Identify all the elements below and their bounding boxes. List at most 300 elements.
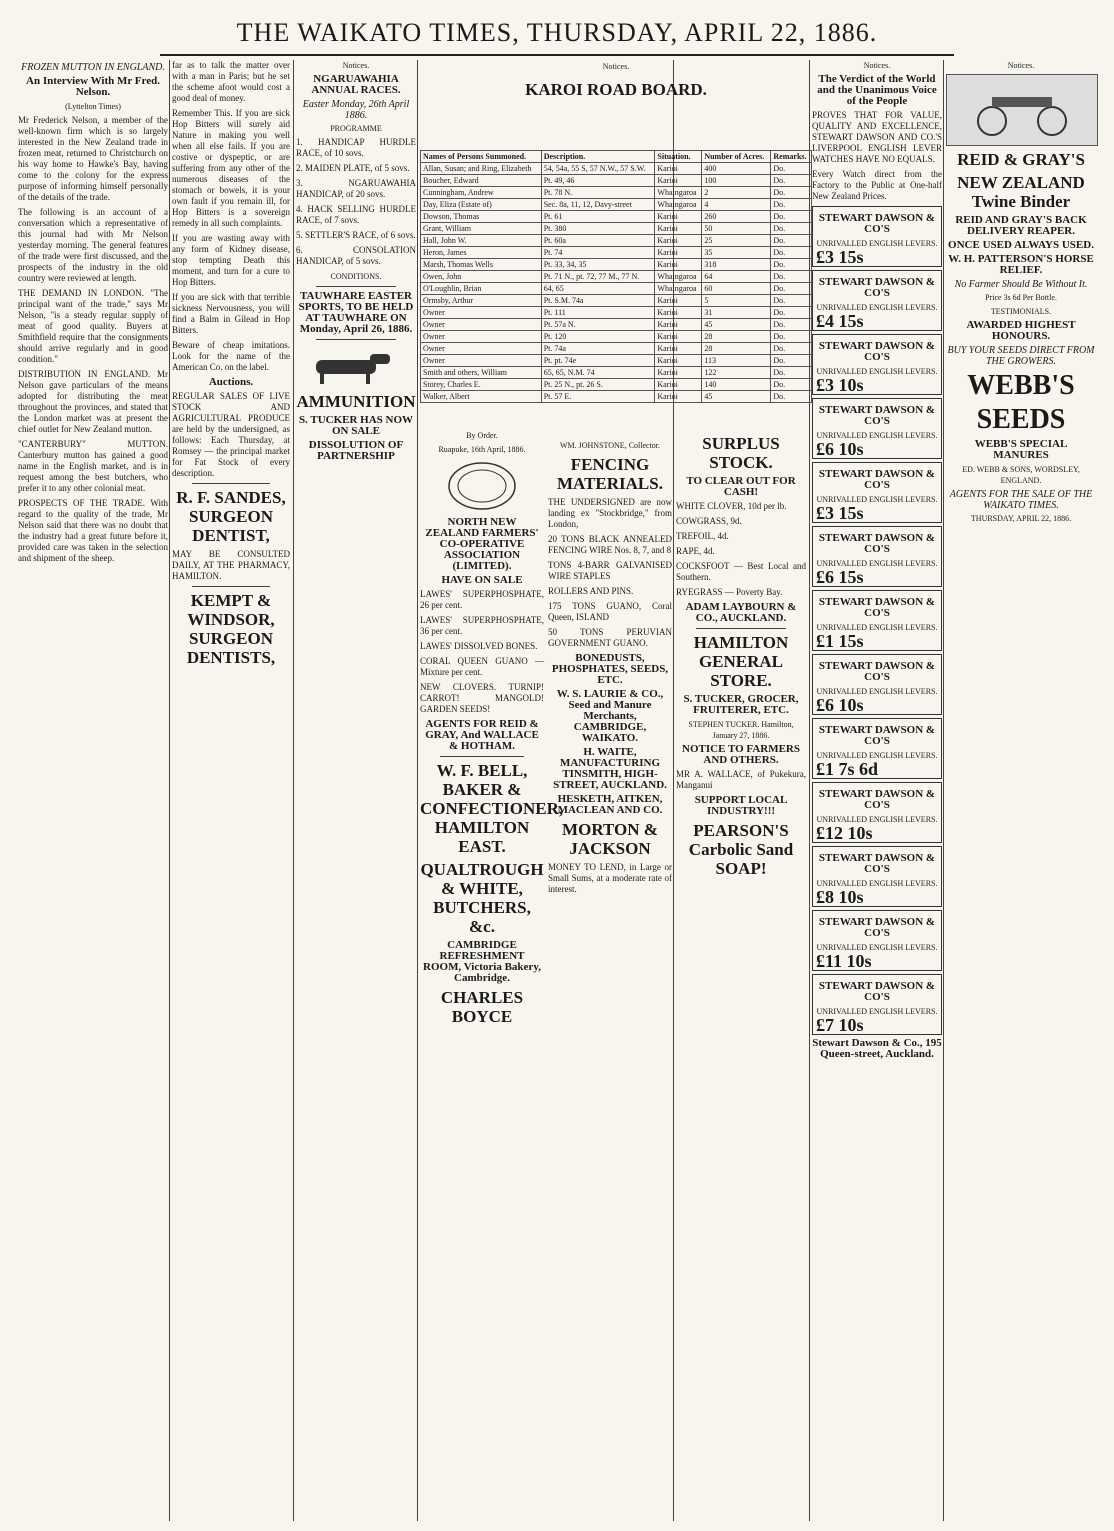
table-row (421, 331, 812, 343)
watch-listing (812, 398, 942, 459)
watch-desc: UNRIVALLED ENGLISH LEVERS. (816, 367, 938, 376)
table-cell: 100 (702, 175, 771, 187)
ad-subheading: Easter Monday, 26th April 1886. (302, 99, 410, 121)
watch-listing (812, 974, 942, 1035)
watch-desc: UNRIVALLED ENGLISH LEVERS. (816, 687, 938, 696)
table-cell: Karioi (655, 319, 702, 331)
ad-heading: NGARUAWAHIA ANNUAL RACES. (311, 73, 401, 96)
ad-heading: MORTON & JACKSON (562, 820, 658, 858)
watch-maker: STEWART DAWSON & CO'S (818, 916, 936, 939)
table-cell: Pt. 380 (541, 223, 655, 235)
watch-price: £6 10s (816, 439, 864, 459)
column-2 (172, 60, 290, 1521)
table-cell: Do. (771, 235, 812, 247)
table-cell: Karioi (655, 235, 702, 247)
table-row (421, 259, 812, 271)
ad-text: THE UNDERSIGNED are now landing ex "Stockbridge," from London, (548, 497, 672, 529)
ad-heading: W. H. PATTERSON'S HORSE RELIEF. (948, 253, 1094, 276)
table-cell: Do. (771, 223, 812, 235)
table-row (421, 247, 812, 259)
table-cell: Smith and others, William (421, 367, 542, 379)
table-row (421, 319, 812, 331)
table-cell: Do. (771, 271, 812, 283)
table-row (421, 391, 812, 403)
ad-heading: FENCING MATERIALS. (557, 455, 663, 493)
article-paragraph: Beware of cheap imitations. Look for the name of the American Co. on the label. (172, 340, 290, 372)
seed-item: COCKSFOOT — Best Local and Southern. (676, 561, 806, 582)
table-cell: Do. (771, 187, 812, 199)
article-subtitle: An Interview With Mr Fred. Nelson. (26, 75, 160, 98)
ad-heading: AGENTS FOR REID & GRAY, And WALLACE & HOTHAM. (425, 718, 539, 752)
column-7 (812, 60, 942, 1521)
ad-heading: AWARDED HIGHEST HONOURS. (966, 319, 1076, 342)
watch-listings (812, 206, 942, 1035)
table-cell: Pt. 49, 46 (541, 175, 655, 187)
ad-heading: TAUWHARE EASTER SPORTS, TO BE HELD AT TAUWHARE ON Monday, April 26, 1886. (298, 290, 414, 335)
watch-maker: STEWART DAWSON & CO'S (818, 724, 936, 747)
table-cell: Do. (771, 295, 812, 307)
table-cell: Walker, Albert (421, 391, 542, 403)
watch-price: £8 10s (816, 887, 864, 907)
section-heading: Notices. (1007, 61, 1035, 70)
article-paragraph: The following is an account of a conversation which a representative of this journal had with Mr Nelson yesterday morning. The general features of the trade were first discussed, and the prospects of the industry in the old country were reviewed at length. (18, 207, 168, 283)
table-cell: Do. (771, 211, 812, 223)
ad-subheading: HAVE ON SALE (441, 574, 523, 586)
table-cell: Karioi (655, 391, 702, 403)
table-row (421, 223, 812, 235)
ad-text: MAY BE CONSULTED DAILY, AT THE PHARMACY, HAMILTON. (172, 549, 290, 581)
ad-company: ED. WEBB & SONS, WORDSLEY, ENGLAND. (962, 465, 1080, 485)
divider (316, 339, 396, 340)
article-paragraph: THE DEMAND IN LONDON. "The principal want of the trade," says Mr Nelson, "is a steady regular supply of meat of good quality. Buyers at Smithfield require that the consignments should arrive regularly and in good condition." (18, 288, 168, 364)
product-item: TONS 4-BARR GALVANISED WIRE STAPLES (548, 560, 672, 581)
watch-listing (812, 654, 942, 715)
table-header: Situation. (655, 151, 702, 163)
watch-listing (812, 782, 942, 843)
seed-item: TREFOIL, 4d. (676, 531, 729, 541)
ad-subheading: TO CLEAR OUT FOR CASH! (686, 475, 796, 498)
ad-heading: WEBB'S SPECIAL MANURES (974, 438, 1068, 461)
table-cell: Marsh, Thomas Wells (421, 259, 542, 271)
by-order: By Order. (466, 431, 498, 440)
watch-price: £3 10s (816, 375, 864, 395)
table-cell: Day, Eliza (Estate of) (421, 199, 542, 211)
watch-maker: STEWART DAWSON & CO'S (818, 532, 936, 555)
watch-price: £4 15s (816, 311, 864, 331)
watch-listing (812, 718, 942, 779)
ad-heading: CHARLES BOYCE (440, 988, 524, 1026)
article-paragraph: If you are sick with that terrible sickness Nervousness, you will find a Balm in Gilead in Hop Bitters. (172, 292, 290, 335)
column-3 (296, 60, 416, 1521)
watch-price: £12 10s (816, 823, 873, 843)
table-row (421, 367, 812, 379)
table-cell: Karioi (655, 259, 702, 271)
watch-desc: UNRIVALLED ENGLISH LEVERS. (816, 879, 938, 888)
table-cell: 2 (702, 187, 771, 199)
table-cell: Sec. 8a, 11, 12, Davy-street (541, 199, 655, 211)
table-cell: Pt. 111 (541, 307, 655, 319)
table-cell: Owen, John (421, 271, 542, 283)
table-cell: Do. (771, 307, 812, 319)
ad-text: MONEY TO LEND, in Large or Small Sums, at a moderate rate of interest. (548, 862, 672, 894)
table-cell: 4 (702, 199, 771, 211)
ad-heading: W. S. LAURIE & CO., Seed and Manure Merchants, CAMBRIDGE, WAIKATO. (556, 688, 664, 744)
ad-heading: QUALTROUGH & WHITE, BUTCHERS, &c. (420, 860, 544, 936)
article-paragraph: Remember This. If you are sick Hop Bitters will surely aid Nature in making you well when all else fails. If you are costive or dyspeptic, or are suffering from any other of the numerous diseases of the stomach or bowels, it is your own fault if you remain ill, for Hop Bitters is a sovereign remedy in all such complaints. (172, 108, 290, 228)
watch-price: £1 7s 6d (816, 759, 879, 779)
table-cell: Do. (771, 343, 812, 355)
table-cell: Pt. 74 (541, 247, 655, 259)
table-cell: Whaingaroa (655, 187, 702, 199)
table-cell: Boucher, Edward (421, 175, 542, 187)
table-cell: Karioi (655, 331, 702, 343)
ad-heading: NOTICE TO FARMERS AND OTHERS. (682, 743, 800, 766)
seed-item: COWGRASS, 9d. (676, 516, 742, 526)
product-item: LAWES' SUPERPHOSPHATE, 26 per cent. (420, 589, 544, 610)
table-cell: Allan, Susan; and Ring, Elizabeth (421, 163, 542, 175)
table-header-row (421, 151, 812, 163)
masthead: THE WAIKATO TIMES, THURSDAY, APRIL 22, 1886. (236, 18, 878, 47)
divider (192, 586, 270, 587)
seed-item: RYEGRASS — Poverty Bay. (676, 587, 783, 597)
article-title: FROZEN MUTTON IN ENGLAND. (21, 62, 165, 73)
dog-illustration (306, 346, 406, 386)
ad-heading: NEW ZEALAND Twine Binder (957, 173, 1085, 211)
imprint: THURSDAY, APRIL 22, 1886. (970, 514, 1072, 523)
ad-heading: DISSOLUTION OF PARTNERSHIP (308, 439, 404, 462)
watch-price: £1 15s (816, 631, 864, 651)
ad-heading: CAMBRIDGE REFRESHMENT ROOM, Victoria Bakery, Cambridge. (423, 939, 541, 984)
table-cell: Pt. 61 (541, 211, 655, 223)
watch-desc: UNRIVALLED ENGLISH LEVERS. (816, 495, 938, 504)
table-cell: Karioi (655, 343, 702, 355)
table-cell: Do. (771, 367, 812, 379)
masthead-rule (160, 54, 954, 56)
watch-desc: UNRIVALLED ENGLISH LEVERS. (816, 943, 938, 952)
watch-maker: STEWART DAWSON & CO'S (818, 788, 936, 811)
race-item: 1. HANDICAP HURDLE RACE, of 10 sovs. (296, 137, 416, 158)
table-cell: Karioi (655, 295, 702, 307)
ad-heading: HESKETH, AITKEN, MACLEAN AND CO. (557, 793, 663, 816)
seed-item: WHITE CLOVER, 10d per lb. (676, 501, 787, 511)
ad-heading: HAMILTON GENERAL STORE. (693, 633, 789, 690)
watch-desc: UNRIVALLED ENGLISH LEVERS. (816, 815, 938, 824)
ad-heading: PEARSON'S Carbolic Sand SOAP! (688, 821, 794, 878)
section-heading: Auctions. (208, 376, 254, 388)
table-cell: Do. (771, 331, 812, 343)
watch-price: £3 15s (816, 247, 864, 267)
ad-address: Stewart Dawson & Co., 195 Queen-street, Auckland. (812, 1037, 942, 1060)
watch-maker: STEWART DAWSON & CO'S (818, 660, 936, 683)
watch-price: £11 10s (816, 951, 872, 971)
table-cell: 113 (702, 355, 771, 367)
section-heading: Notices. (863, 61, 891, 70)
table-cell: Karioi (655, 175, 702, 187)
ad-heading: R. F. SANDES, SURGEON DENTIST, (176, 488, 286, 545)
table-cell: Pt. 57a N. (541, 319, 655, 331)
table-row (421, 295, 812, 307)
ad-subheading: S. TUCKER HAS NOW ON SALE (298, 414, 414, 437)
table-cell: Pt. S.M. 74a (541, 295, 655, 307)
table-row (421, 271, 812, 283)
table-cell: Pt. 71 N., pt. 72, 77 M., 77 N. (541, 271, 655, 283)
association-seal (447, 461, 517, 511)
product-item: 50 TONS PERUVIAN GOVERNMENT GUANO. (548, 627, 672, 648)
table-cell: 25 (702, 235, 771, 247)
table-cell: Owner (421, 331, 542, 343)
watch-desc: UNRIVALLED ENGLISH LEVERS. (816, 239, 938, 248)
article-paragraph: DISTRIBUTION IN ENGLAND. Mr Nelson gave particulars of the means adopted for distributing the meat throughout the provinces, and stated that the London market was at present the chief outlet for New Zealand mutton. (18, 369, 168, 434)
race-item: 2. MAIDEN PLATE, of 5 sovs. (296, 163, 410, 173)
table-cell: 122 (702, 367, 771, 379)
ad-heading: NORTH NEW ZEALAND FARMERS' CO-OPERATIVE ASSOCIATION (LIMITED). (425, 516, 539, 572)
table-cell: Ormsby, Arthur (421, 295, 542, 307)
table-row (421, 211, 812, 223)
ad-heading: BONEDUSTS, PHOSPHATES, SEEDS, ETC. (551, 652, 669, 686)
table-cell: Owner (421, 319, 542, 331)
reaper-illustration (946, 74, 1098, 146)
product-item: ROLLERS AND PINS. (548, 586, 634, 596)
table-cell: Do. (771, 319, 812, 331)
article-source: (Lyttelton Times) (65, 102, 121, 111)
table-cell: Pt. 60a (541, 235, 655, 247)
watch-desc: UNRIVALLED ENGLISH LEVERS. (816, 1007, 938, 1016)
table-cell: 35 (702, 247, 771, 259)
product-item: NEW CLOVERS. TURNIP! CARROT! MANGOLD! GARDEN SEEDS! (420, 682, 544, 714)
ad-heading: ADAM LAYBOURN & CO., AUCKLAND. (685, 601, 797, 624)
table-cell: 54, 54a, 55 S, 57 N.W., 57 S.W. (541, 163, 655, 175)
ad-text: PROVES THAT FOR VALUE, QUALITY AND EXCELLENCE, STEWART DAWSON AND CO.'S LIVERPOOL ENGLISH LEVER WATCHES HAVE NO EQUALS. (812, 110, 942, 164)
article-paragraph: far as to talk the matter over with a man in Paris; but he set the scheme afoot would cost a good deal of money. (172, 60, 290, 103)
table-row (421, 175, 812, 187)
table-header: Number of Acres. (702, 151, 771, 163)
column-rule (169, 60, 170, 1521)
table-cell: Storey, Charles E. (421, 379, 542, 391)
watch-listing (812, 526, 942, 587)
watch-maker: STEWART DAWSON & CO'S (818, 980, 936, 1003)
table-row (421, 379, 812, 391)
table-cell: Pt. 33, 34, 35 (541, 259, 655, 271)
product-item: 20 TONS BLACK ANNEALED FENCING WIRE Nos. 8, 7, and 8 (548, 534, 672, 555)
column-1 (18, 60, 168, 1521)
table-row (421, 355, 812, 367)
table-cell: 64, 65 (541, 283, 655, 295)
ad-heading: H. WAITE, MANUFACTURING TINSMITH, HIGH-STREET, AUCKLAND. (553, 746, 667, 791)
ad-heading: The Verdict of the World and the Unanimous Voice of the People (817, 73, 937, 107)
table-cell: 50 (702, 223, 771, 235)
watch-listing (812, 206, 942, 267)
divider (696, 628, 786, 629)
table-cell: Do. (771, 247, 812, 259)
table-cell: Karioi (655, 307, 702, 319)
watch-listing (812, 462, 942, 523)
table-cell: Do. (771, 259, 812, 271)
table-cell: Cunningham, Andrew (421, 187, 542, 199)
table-cell: 45 (702, 319, 771, 331)
ad-text: REGULAR SALES OF LIVE STOCK AND AGRICULTURAL PRODUCE are held by the undersigned, as follows: Each Thursday, at Romsey — the principal market for Fat Stock of every description. (172, 391, 290, 478)
watch-price: £3 15s (816, 503, 864, 523)
table-cell: 65, 65, N.M. 74 (541, 367, 655, 379)
watch-listing (812, 910, 942, 971)
table-cell: Do. (771, 175, 812, 187)
table-cell: 64 (702, 271, 771, 283)
table-cell: Karioi (655, 163, 702, 175)
watch-desc: UNRIVALLED ENGLISH LEVERS. (816, 559, 938, 568)
brand-seeds: SEEDS (976, 404, 1066, 435)
table-row (421, 235, 812, 247)
watch-desc: UNRIVALLED ENGLISH LEVERS. (816, 431, 938, 440)
collector-note: WM. JOHNSTONE, Collector. (559, 441, 661, 450)
section-heading: Notices. (602, 62, 630, 71)
divider (440, 756, 524, 757)
watch-listing (812, 270, 942, 331)
ad-heading: REID & GRAY'S (957, 150, 1085, 169)
column-5 (548, 440, 672, 1521)
divider (192, 483, 270, 484)
table-cell: Pt. 120 (541, 331, 655, 343)
reaper-icon (962, 83, 1082, 138)
watch-desc: UNRIVALLED ENGLISH LEVERS. (816, 623, 938, 632)
table-cell: Pt. 25 N., pt. 26 S. (541, 379, 655, 391)
ad-subheading: BUY YOUR SEEDS DIRECT FROM THE GROWERS. (947, 345, 1095, 367)
race-item: 6. CONSOLATION HANDICAP, of 5 sovs. (296, 245, 416, 266)
watch-maker: STEWART DAWSON & CO'S (818, 852, 936, 875)
table-cell: Whaingaroa (655, 283, 702, 295)
table-cell: Dowson, Thomas (421, 211, 542, 223)
ad-heading: W. F. BELL, BAKER & CONFECTIONER, HAMILTON EAST. (420, 761, 564, 856)
watch-listing (812, 334, 942, 395)
watch-price: £6 10s (816, 695, 864, 715)
table-cell: Owner (421, 343, 542, 355)
table-cell: Do. (771, 199, 812, 211)
column-rule (943, 60, 944, 1521)
table-cell: 5 (702, 295, 771, 307)
ad-heading: AMMUNITION (296, 392, 416, 411)
watch-maker: STEWART DAWSON & CO'S (818, 404, 936, 427)
watch-price: £6 15s (816, 567, 864, 587)
table-cell: 400 (702, 163, 771, 175)
table-cell: Do. (771, 163, 812, 175)
ad-heading: REID AND GRAY'S BACK DELIVERY REAPER. (955, 214, 1087, 237)
column-4 (420, 430, 564, 1521)
article-paragraph: If you are wasting away with any form of Kidney disease, stop tempting Death this moment, and turn for a cure to Hop Bitters. (172, 233, 290, 287)
conditions-label: CONDITIONS. (330, 272, 382, 281)
article-paragraph: Mr Frederick Nelson, a member of the well-known firm which is so largely interested in the New Zealand trade in frozen meat, returned to Christchurch on his way home to Hawke's Bay, having come to the colony for the express purpose of informing himself personally of the details of the trade. (18, 115, 168, 202)
table-cell: Karioi (655, 247, 702, 259)
brand-webbs: WEBB'S (967, 370, 1075, 401)
table-cell: Owner (421, 307, 542, 319)
programme-label: PROGRAMME (330, 124, 382, 133)
ad-signature: STEPHEN TUCKER. Hamilton, January 27, 1886. (688, 720, 794, 740)
table-cell: Grant, William (421, 223, 542, 235)
table-cell: Hall, John W. (421, 235, 542, 247)
ad-heading: ONCE USED ALWAYS USED. (948, 239, 1094, 251)
table-row (421, 163, 812, 175)
ad-subheading: No Farmer Should Be Without It. (954, 279, 1088, 290)
column-8 (946, 60, 1096, 1521)
divider (316, 286, 396, 287)
table-row (421, 307, 812, 319)
agents-heading: AGENTS FOR THE SALE OF THE WAIKATO TIMES. (949, 489, 1093, 511)
section-heading: Notices. (342, 61, 370, 70)
table-cell: 140 (702, 379, 771, 391)
table-cell: Pt. 74a (541, 343, 655, 355)
table-cell: O'Loughlin, Brian (421, 283, 542, 295)
ad-heading: KEMPT & WINDSOR, SURGEON DENTISTS, (186, 591, 276, 667)
article-paragraph: "CANTERBURY" MUTTON. Canterbury mutton has gained a good name in the English market, and is in request among the best butchers, who prefer it to any other colonial meat. (18, 439, 168, 493)
table-cell: Pt. 78 N. (541, 187, 655, 199)
product-item: CORAL QUEEN GUANO — Mixture per cent. (420, 656, 544, 677)
product-item: LAWES' DISSOLVED BONES. (420, 641, 538, 651)
table-header: Description. (541, 151, 655, 163)
table-cell: 28 (702, 331, 771, 343)
table-cell: Do. (771, 283, 812, 295)
watch-listing (812, 590, 942, 651)
testimonials-label: TESTIMONIALS. (990, 307, 1052, 316)
table-cell: Pt. pt. 74e (541, 355, 655, 367)
ad-subheading: S. TUCKER, GROCER, FRUITERER, ETC. (683, 693, 799, 716)
table-cell: Karioi (655, 379, 702, 391)
table-cell: Owner (421, 355, 542, 367)
watch-maker: STEWART DAWSON & CO'S (818, 468, 936, 491)
table-cell: 45 (702, 391, 771, 403)
ad-heading: SUPPORT LOCAL INDUSTRY!!! (694, 794, 788, 817)
table-cell: Karioi (655, 211, 702, 223)
watch-maker: STEWART DAWSON & CO'S (818, 276, 936, 299)
table-cell: 31 (702, 307, 771, 319)
watch-desc: UNRIVALLED ENGLISH LEVERS. (816, 751, 938, 760)
product-item: 175 TONS GUANO, Coral Queen, ISLAND (548, 601, 672, 622)
watch-listing (812, 846, 942, 907)
watch-maker: STEWART DAWSON & CO'S (818, 340, 936, 363)
ad-heading: SURPLUS STOCK. (702, 434, 780, 472)
table-cell: Do. (771, 379, 812, 391)
column-6 (676, 430, 806, 1521)
notice-date: Ruapuke, 16th April, 1886. (438, 445, 526, 454)
table-cell: Karioi (655, 367, 702, 379)
race-item: 3. NGARUAWAHIA HANDICAP, of 20 sovs. (296, 178, 416, 199)
rates-table (420, 150, 812, 403)
table-cell: Heron, James (421, 247, 542, 259)
table-row (421, 343, 812, 355)
watch-desc: UNRIVALLED ENGLISH LEVERS. (816, 303, 938, 312)
table-cell: Whaingaroa (655, 271, 702, 283)
seed-item: RAPE, 4d. (676, 546, 715, 556)
table-row (421, 187, 812, 199)
watch-price: £7 10s (816, 1015, 864, 1035)
ad-text: MR A. WALLACE, of Pukekura, Manganui (676, 769, 806, 790)
table-cell: Karioi (655, 223, 702, 235)
table-header: Remarks. (771, 151, 812, 163)
table-row (421, 199, 812, 211)
table-cell: Karioi (655, 355, 702, 367)
table-cell: Pt. 57 E. (541, 391, 655, 403)
watch-maker: STEWART DAWSON & CO'S (818, 212, 936, 235)
table-cell: 28 (702, 343, 771, 355)
race-item: 4. HACK SELLING HURDLE RACE, of 7 sovs. (296, 204, 416, 225)
table-cell: Do. (771, 355, 812, 367)
race-item: 5. SETTLER'S RACE, of 6 sovs. (296, 230, 416, 240)
table-cell: Do. (771, 391, 812, 403)
ad-price: Price 3s 6d Per Bottle. (985, 293, 1057, 302)
table-cell: Whaingaroa (655, 199, 702, 211)
ad-text: Every Watch direct from the Factory to the Public at One-half New Zealand Prices. (812, 169, 942, 201)
board-title: KAROI ROAD BOARD. (525, 80, 707, 99)
watch-maker: STEWART DAWSON & CO'S (818, 596, 936, 619)
column-rule (417, 60, 418, 1521)
table-header: Names of Persons Summoned. (421, 151, 542, 163)
table-cell: 60 (702, 283, 771, 295)
